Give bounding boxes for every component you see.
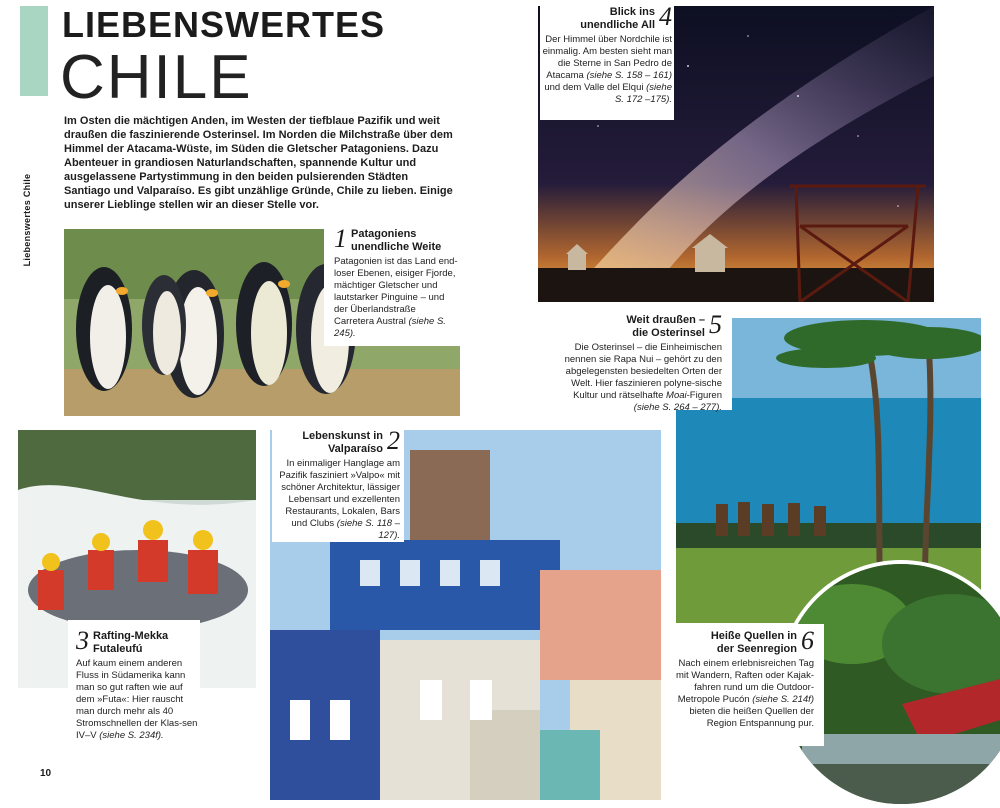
highlight-1-title-b: unendliche Weite	[351, 241, 442, 253]
highlight-3-title-a: Rafting-Mekka	[93, 630, 169, 642]
highlight-3-title-b: Futaleufú	[93, 643, 143, 655]
highlight-6-ref: (siehe S. 214f)	[752, 694, 814, 705]
intro-paragraph: Im Osten die mächtigen Anden, im Westen der tiefblaue Pazifik und weit draußen die faszinierende Osterinsel. Im Norden die Milchstraße über dem Himmel der Atacama-Wüste, im Süden die Gletscher Patagoniens. Dazu Abenteuer in grandiosen Naturlandschaften, spannende Kultur und ausgelassene Partystimmung in den beiden pulsierenden Städten Santiago und Valparaíso. Es gibt unzählige Gründe, Chile zu lieben. Einige unserer Lieblinge stellen wir an dieser Stelle vor.	[64, 115, 453, 211]
highlight-4-ref: (siehe S. 158 – 161)	[586, 70, 672, 81]
highlight-4-text: Der Himmel über Nordchile ist einmalig. Am besten sieht man die Sterne in San Pedro de Atacama	[542, 34, 672, 81]
highlight-3-number: 3	[76, 626, 89, 655]
highlight-5-text: Die Osterinsel – die Einheimischen nennen sie Rapa Nui – gehört zu den abgelegensten besiedelten Orten der Welt. Hier faszinieren polyne-sische Kultur und rätselhafte	[564, 342, 722, 401]
highlight-2-number: 2	[387, 426, 400, 455]
highlight-2-text: In einmaliger Hanglage am Pazifik fasziniert »Valpo« mit schöner Architektur, lässiger Lebensart und exzellenten Restaurants, Lokalen, Bars und Clubs	[279, 458, 400, 529]
highlight-1	[324, 222, 460, 346]
highlight-3-ref: (siehe S. 234f).	[99, 730, 164, 741]
highlight-3	[68, 620, 200, 740]
highlight-3-text: Auf kaum einem anderen Fluss in Südamerika kann man so gut raften wie auf dem »Futa«: Hier rauscht man durch mehr als 40 Stromschnellen der Klas-sen IV–V	[76, 658, 198, 741]
highlight-4	[540, 4, 674, 120]
page-number: 10	[40, 768, 52, 779]
highlight-2-ref: (siehe S. 118 –127).	[336, 518, 400, 541]
highlight-1-number: 1	[334, 224, 347, 253]
accent-bar	[20, 6, 48, 96]
highlight-6-number: 6	[801, 626, 814, 655]
highlight-6-text2: bieten die heißen Quellen der Region Entspannung pur.	[689, 706, 814, 729]
highlight-5-title-b: die Osterinsel	[632, 327, 705, 339]
highlight-2-title-a: Lebenskunst in	[302, 430, 383, 442]
highlight-1-text: Patagonien ist das Land end-loser Ebenen, eisiger Fjorde, mächtiger Gletscher und lautstarker Pinguine – und der Überlandstraße Carretera Austral	[334, 256, 458, 327]
side-running-title	[22, 100, 52, 275]
highlight-5-text2: -Figuren	[686, 390, 722, 401]
headline-line2: CHILE	[60, 43, 253, 112]
highlight-6-text: Nach einem erlebnisreichen Tag mit Wandern, Raften oder Kajak-fahren rund um die Outdoor-Metropole Pucón	[676, 658, 814, 705]
section-title: Liebenswertes Chile	[22, 173, 32, 267]
highlight-1-title-a: Patagoniens	[351, 228, 417, 240]
highlight-5-ref: (siehe S. 264 – 277).	[633, 402, 722, 413]
headline-line1: LIEBENSWERTES	[62, 4, 386, 45]
highlight-5	[556, 310, 732, 413]
highlight-2	[272, 424, 404, 542]
highlight-4-ref2: (siehe S. 172 –175).	[614, 82, 672, 105]
highlight-2-title-b: Valparaíso	[327, 443, 383, 455]
highlight-4-text2: und dem Valle del Elqui	[544, 82, 644, 93]
highlight-4-title-a: Blick ins	[609, 6, 655, 18]
highlight-5-title-a: Weit draußen –	[626, 314, 705, 326]
highlight-1-ref: (siehe S. 245).	[334, 316, 446, 339]
highlight-4-number: 4	[659, 2, 672, 31]
highlight-5-number: 5	[709, 310, 722, 339]
highlight-4-title-b: unendliche All	[580, 19, 655, 31]
highlight-6	[674, 624, 824, 746]
highlight-6-title-b: der Seenregion	[716, 643, 797, 655]
highlight-6-title-a: Heiße Quellen in	[710, 630, 797, 642]
highlight-5-ref-word: Moai	[666, 390, 687, 401]
